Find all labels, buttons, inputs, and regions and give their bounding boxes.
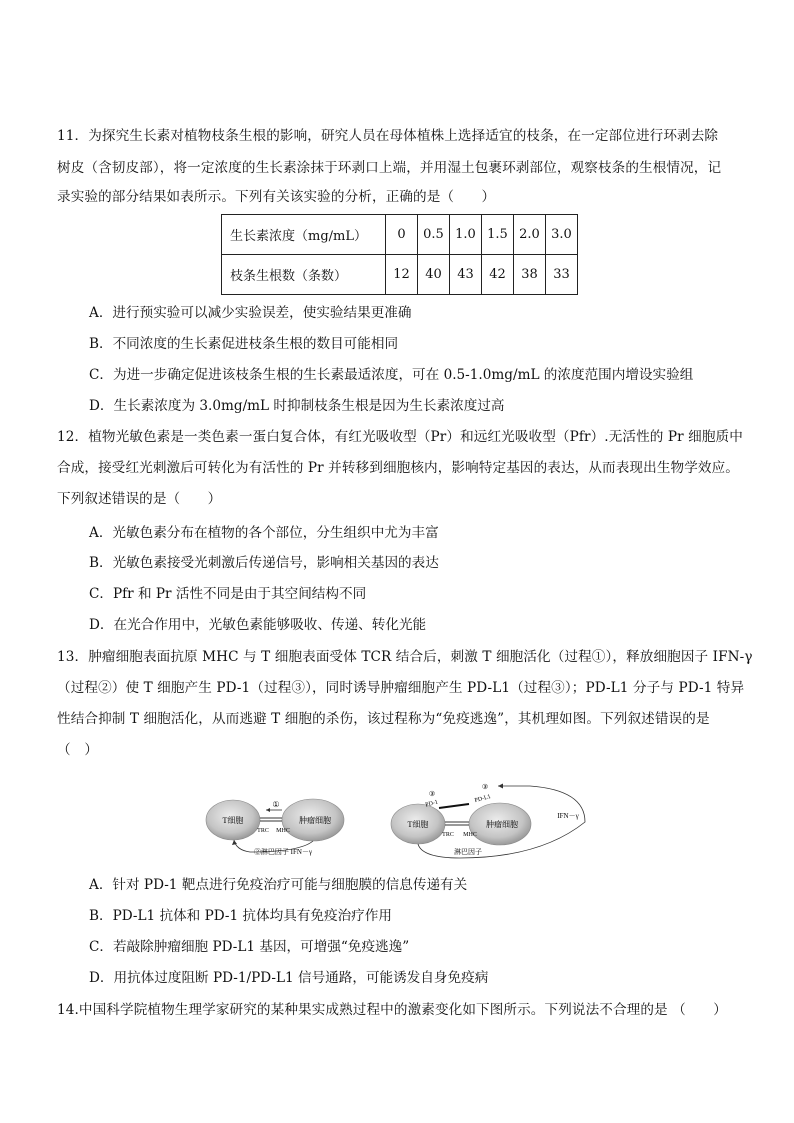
pd1-label: PD-1 [424,799,439,809]
right-mhc-label: MHC [463,832,477,838]
q13-option-b[interactable]: B．PD-L1 抗体和 PD-1 抗体均具有免疫治疗作用 [89,908,392,924]
right-arrowhead [498,784,503,789]
q12-option-c[interactable]: C．Pfr 和 Pr 活性不同是由于其空间结构不同 [89,586,367,602]
q13-stem-line-3: 性结合抑制 T 细胞活化，从而逃避 T 细胞的杀伤，该过程称为“免疫逃逸”，其机理如图。下列叙述错误的是 [57,711,710,727]
right-ifn-label: IFN－γ [557,812,579,820]
q13-option-c[interactable]: C．若敲除肿瘤细胞 PD-L1 基因，可增强“免疫逃逸” [89,939,410,955]
table-cell: 43 [450,255,482,295]
q11-stem-line-2: 树皮（含韧皮部），将一定浓度的生长素涂抹于环剥口上端，并用湿土包裹环剥部位，观察枝条的生根情况，记 [57,160,722,176]
q14-stem-line-1: 14.中国科学院植物生理学家研究的某种果实成熟过程中的激素变化如下图所示。下列说法不合理的是 （ ） [57,1002,727,1018]
immune-escape-diagram [200,782,600,862]
table-cell: 38 [514,255,546,295]
left-tumor-cell-label: 肿瘤细胞 [299,816,331,825]
left-panel [206,799,344,856]
pdl1-label: PD-L1 [474,794,492,805]
q11-data-table [221,214,578,295]
table-cell: 2.0 [514,215,546,255]
right-tcr-label: TRC [442,832,454,838]
table-cell: 0 [386,215,418,255]
table-cell: 1.5 [482,215,514,255]
table-row [222,215,578,255]
q13-stem-line-2: （过程②）使 T 细胞产生 PD-1（过程③），同时诱导肿瘤细胞产生 PD-L1（过程③）；PD-L1 分子与 PD-1 特异 [57,680,745,696]
left-tcr-label: TRC [257,828,269,834]
q11-option-c[interactable]: C．为进一步确定促进该枝条生根的生长素最适浓度，可在 0.5-1.0mg/mL 的浓度范围内增设实验组 [89,367,694,383]
q12-option-a[interactable]: A．光敏色素分布在植物的各个部位，分生组织中尤为丰富 [89,525,439,541]
table-header-root-count: 枝条生根数（条数） [222,255,386,295]
right-t-cell-label: T细胞 [407,820,429,829]
q11-stem-line-1: 11．为探究生长素对植物枝条生根的影响，研究人员在母体植株上选择适宜的枝条，在一定部位进行环剥去除 [57,128,719,144]
left-bottom-label: ②淋巴因子 IFN－γ [253,848,313,856]
left-mhc-label: MHC [276,828,290,834]
right-step3a-label: ③ [428,790,436,798]
q11-option-b[interactable]: B．不同浓度的生长素促进枝条生根的数目可能相同 [89,336,399,352]
right-bottom-label: 淋巴因子 [454,848,482,856]
left-t-cell-label: T细胞 [222,816,244,825]
table-cell: 40 [418,255,450,295]
table-cell: 3.0 [546,215,578,255]
right-panel [391,783,585,858]
left-arrowhead-1 [266,808,270,812]
q12-stem-line-2: 合成，接受红光刺激后可转化为有活性的 Pr 并转移到细胞核内，影响特定基因的表达，从而表现出生物学效应。 [57,460,739,476]
q13-option-d[interactable]: D．用抗体过度阻断 PD-1/PD-L1 信号通路，可能诱发自身免疫病 [89,970,489,986]
q11-stem-line-3: 录实验的部分结果如表所示。下列有关该实验的分析，正确的是（ ） [57,189,496,205]
table-cell: 33 [546,255,578,295]
q11-option-d[interactable]: D．生长素浓度为 3.0mg/mL 时抑制枝条生根是因为生长素浓度过高 [89,398,505,414]
q12-option-b[interactable]: B．光敏色素接受光刺激后传递信号，影响相关基因的表达 [89,555,439,571]
q12-option-d[interactable]: D．在光合作用中，光敏色素能够吸收、传递、转化光能 [89,617,427,633]
q12-stem-line-1: 12．植物光敏色素是一类色素一蛋白复合体，有红光吸收型（Pr）和远红光吸收型（Pfr）.无活性的 Pr 细胞质中 [57,429,743,445]
q13-stem-line-4: （ ） [57,742,99,758]
pd1-pdl1-bond [439,804,469,808]
right-tumor-cell-label: 肿瘤细胞 [486,820,518,829]
q13-stem-line-1: 13．肿瘤细胞表面抗原 MHC 与 T 细胞表面受体 TCR 结合后，刺激 T 细胞活化（过程①），释放细胞因子 IFN-γ [57,649,753,665]
q12-stem-line-3: 下列叙述错误的是（ ） [57,491,222,507]
right-step3b-label: ③ [481,783,489,791]
left-arrowhead-2 [232,840,237,845]
table-cell: 12 [386,255,418,295]
table-cell: 42 [482,255,514,295]
table-cell: 0.5 [418,215,450,255]
table-header-concentration: 生长素浓度（mg/mL） [222,215,386,255]
table-row [222,255,578,295]
q11-option-a[interactable]: A．进行预实验可以减少实验误差，使实验结果更准确 [89,305,412,321]
left-step1-label: ① [272,800,280,809]
q13-option-a[interactable]: A．针对 PD-1 靶点进行免疫治疗可能与细胞膜的信息传递有关 [89,877,468,893]
table-cell: 1.0 [450,215,482,255]
